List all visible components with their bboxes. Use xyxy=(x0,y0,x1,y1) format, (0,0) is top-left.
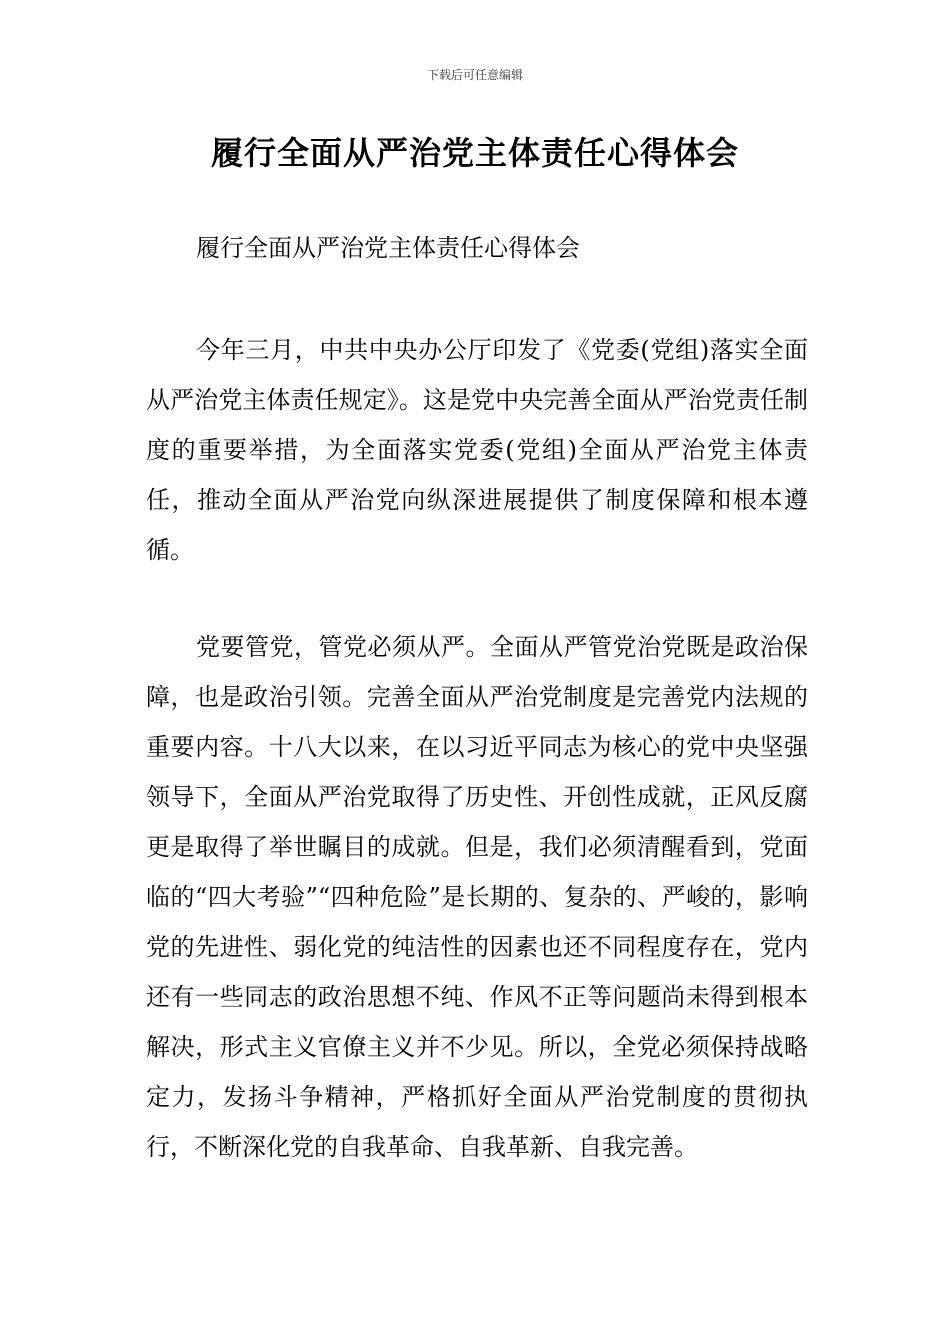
document-title: 履行全面从严治党主体责任心得体会 xyxy=(210,134,739,172)
paragraph-2: 党要管党，管党必须从严。全面从严管党治党既是政治保障，也是政治引领。完善全面从严治党制度是完善党内法规的重要内容。十八大以来，在以习近平同志为核心的党中央坚强领导下，全面从严治党取得了历史性、开创性成就，正风反腐更是取得了举世瞩目的成就。但是，我们必须清醒看到，党面临的“四大考验”“四种危险”是长期的、复杂的、严峻的，影响党的先进性、弱化党的纯洁性的因素也还不同程度存在，党内还有一些同志的政治思想不纯、作风不正等问题尚未得到根本解决，形式主义官僚主义并不少见。所以，全党必须保持战略定力，发扬斗争精神，严格抓好全面从严治党制度的贯彻执行，不断深化党的自我革命、自我革新、自我完善。 xyxy=(146,633,808,1161)
document-subtitle: 履行全面从严治党主体责任心得体会 xyxy=(196,234,580,262)
header-note: 下载后可任意编辑 xyxy=(426,68,523,82)
paragraph-1: 今年三月，中共中央办公厅印发了《党委(党组)落实全面从严治党主体责任规定》。这是党中央完善全面从严治党责任制度的重要举措，为全面落实党委(党组)全面从严治党主体责任，推动全面从严治党向纵深进展提供了制度保障和根本遵循。 xyxy=(146,336,808,564)
